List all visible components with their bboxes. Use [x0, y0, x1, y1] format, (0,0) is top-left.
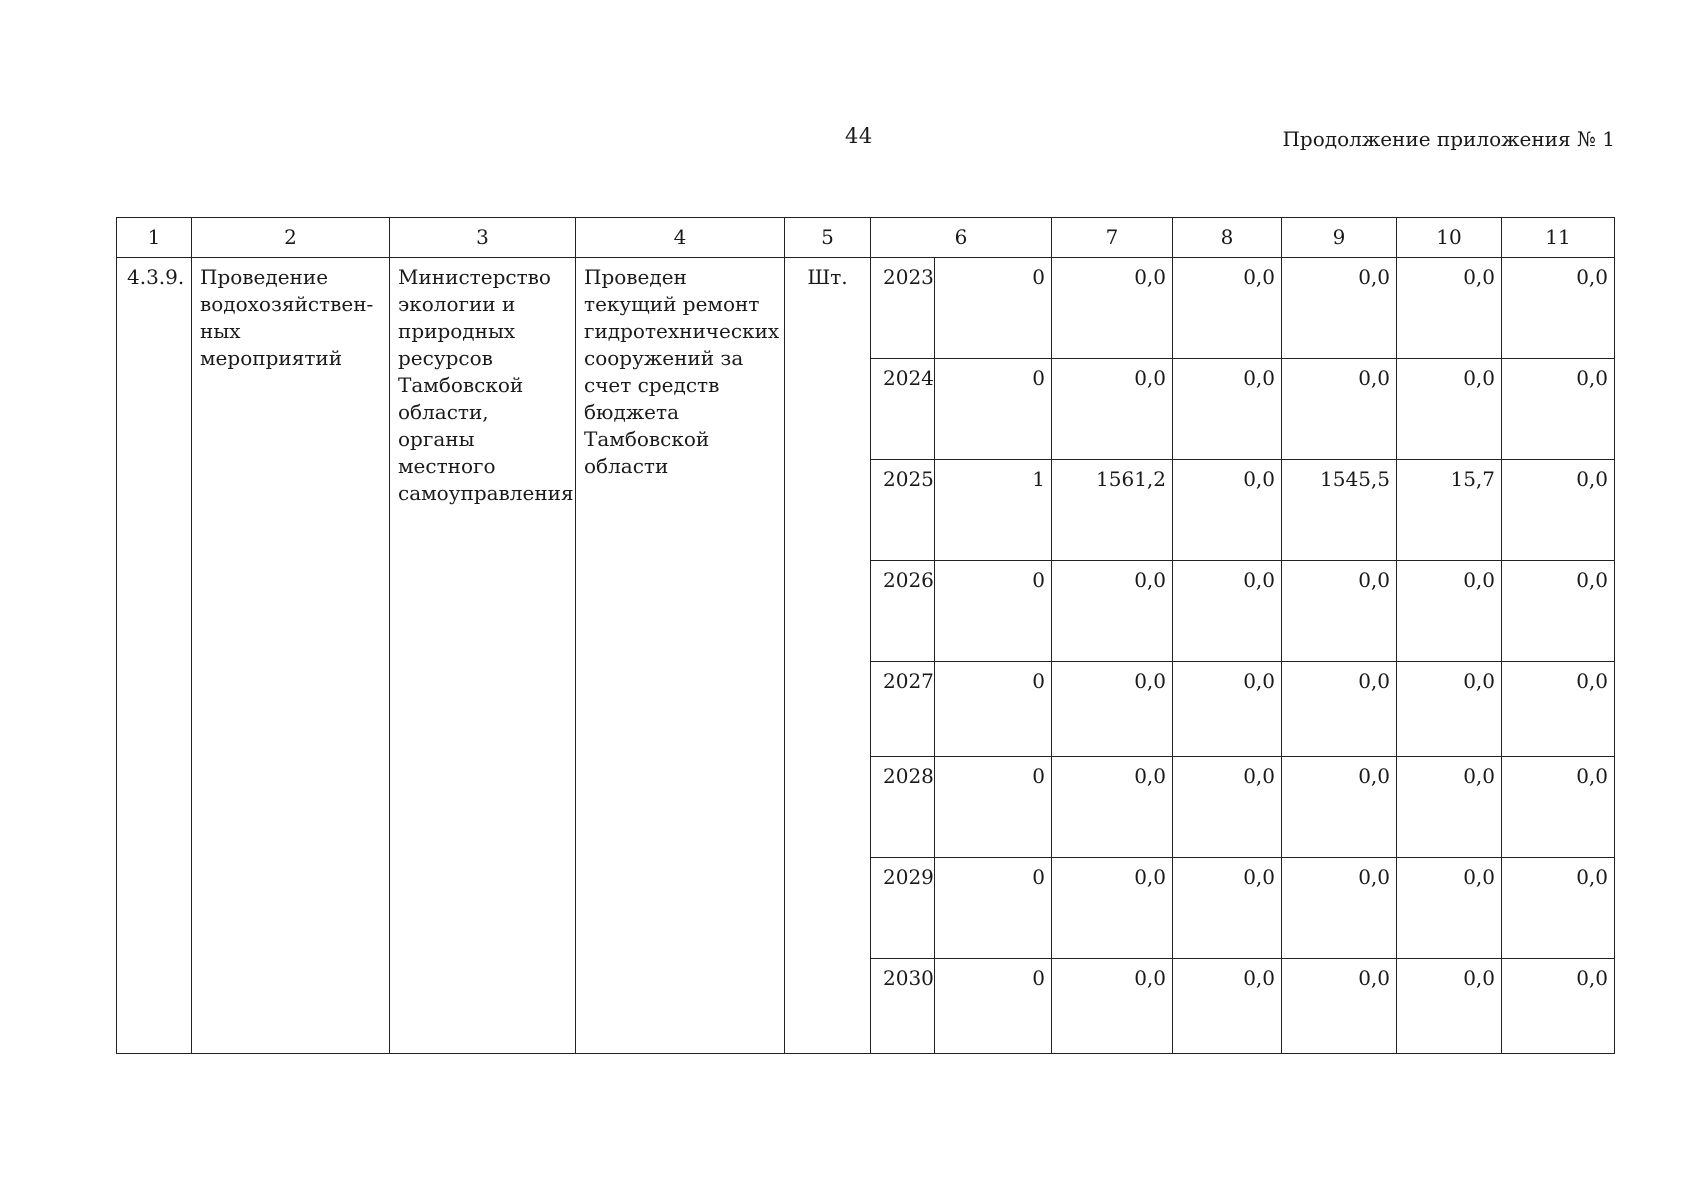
continuation-note: Продолжение приложения № 1 — [1282, 127, 1615, 151]
column-header: 10 — [1397, 218, 1502, 258]
program-table — [116, 217, 1615, 1054]
value-cell: 0,0 — [1052, 662, 1173, 757]
page-number: 44 — [845, 124, 873, 148]
count-cell: 0 — [935, 662, 1052, 757]
year-cell: 2027 — [871, 662, 935, 757]
column-header: 5 — [785, 218, 871, 258]
item-name: Проведение водохозяйствен-ных мероприятий — [192, 258, 390, 1054]
count-cell: 0 — [935, 959, 1052, 1054]
value-cell: 15,7 — [1397, 460, 1502, 561]
value-cell: 0,0 — [1173, 959, 1282, 1054]
value-cell: 0,0 — [1397, 561, 1502, 662]
value-cell: 0,0 — [1282, 662, 1397, 757]
item-executor: Министерство экологии и природных ресурсов Тамбовской области, органы местного самоуправления — [390, 258, 576, 1054]
column-header: 3 — [390, 218, 576, 258]
value-cell: 1561,2 — [1052, 460, 1173, 561]
column-header: 4 — [576, 218, 785, 258]
value-cell: 0,0 — [1282, 258, 1397, 359]
value-cell: 0,0 — [1282, 359, 1397, 460]
value-cell: 0,0 — [1052, 858, 1173, 959]
value-cell: 0,0 — [1052, 258, 1173, 359]
value-cell: 0,0 — [1397, 258, 1502, 359]
count-cell: 0 — [935, 359, 1052, 460]
value-cell: 0,0 — [1052, 359, 1173, 460]
column-header: 8 — [1173, 218, 1282, 258]
value-cell: 0,0 — [1502, 258, 1615, 359]
count-cell: 0 — [935, 757, 1052, 858]
column-header: 2 — [192, 218, 390, 258]
year-cell: 2028 — [871, 757, 935, 858]
value-cell: 0,0 — [1173, 258, 1282, 359]
value-cell: 0,0 — [1282, 561, 1397, 662]
column-number-row — [117, 218, 1615, 258]
value-cell: 0,0 — [1052, 561, 1173, 662]
value-cell: 0,0 — [1173, 757, 1282, 858]
value-cell: 0,0 — [1502, 561, 1615, 662]
column-header: 1 — [117, 218, 192, 258]
count-cell: 1 — [935, 460, 1052, 561]
item-result: Проведен текущий ремонт гидротехнических сооружений за счет средств бюджета Тамбовской области — [576, 258, 785, 1054]
value-cell: 0,0 — [1502, 959, 1615, 1054]
value-cell: 0,0 — [1052, 959, 1173, 1054]
count-cell: 0 — [935, 561, 1052, 662]
value-cell: 0,0 — [1173, 561, 1282, 662]
year-cell: 2026 — [871, 561, 935, 662]
year-cell: 2023 — [871, 258, 935, 359]
value-cell: 0,0 — [1282, 858, 1397, 959]
value-cell: 0,0 — [1173, 858, 1282, 959]
year-cell: 2029 — [871, 858, 935, 959]
year-cell: 2025 — [871, 460, 935, 561]
value-cell: 0,0 — [1397, 662, 1502, 757]
count-cell: 0 — [935, 858, 1052, 959]
column-header: 6 — [871, 218, 1052, 258]
year-cell: 2030 — [871, 959, 935, 1054]
item-unit: Шт. — [785, 258, 871, 1054]
value-cell: 0,0 — [1502, 662, 1615, 757]
value-cell: 0,0 — [1397, 757, 1502, 858]
column-header: 9 — [1282, 218, 1397, 258]
value-cell: 1545,5 — [1282, 460, 1397, 561]
count-cell: 0 — [935, 258, 1052, 359]
column-header: 7 — [1052, 218, 1173, 258]
value-cell: 0,0 — [1502, 460, 1615, 561]
year-cell: 2024 — [871, 359, 935, 460]
column-header: 11 — [1502, 218, 1615, 258]
item-code: 4.3.9. — [117, 258, 192, 1054]
value-cell: 0,0 — [1173, 662, 1282, 757]
value-cell: 0,0 — [1173, 460, 1282, 561]
value-cell: 0,0 — [1502, 858, 1615, 959]
value-cell: 0,0 — [1397, 858, 1502, 959]
value-cell: 0,0 — [1502, 757, 1615, 858]
value-cell: 0,0 — [1502, 359, 1615, 460]
value-cell: 0,0 — [1052, 757, 1173, 858]
value-cell: 0,0 — [1282, 757, 1397, 858]
value-cell: 0,0 — [1397, 959, 1502, 1054]
value-cell: 0,0 — [1173, 359, 1282, 460]
value-cell: 0,0 — [1397, 359, 1502, 460]
table-row — [117, 258, 1615, 359]
value-cell: 0,0 — [1282, 959, 1397, 1054]
